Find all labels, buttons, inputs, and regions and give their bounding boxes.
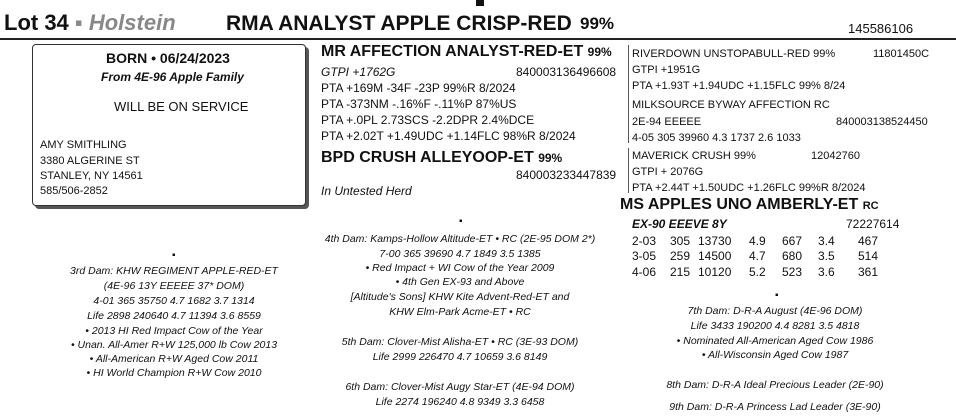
mgs-note: In Untested Herd	[321, 184, 412, 198]
eighth-dam: 8th Dam: D-R-A Ideal Precious Leader (2E-90)	[666, 379, 884, 391]
dam-sire-id: 12042760	[811, 150, 860, 162]
dam-sire-pta: PTA +2.44T +1.50UDC +1.26FLC 99%R 8/2024	[632, 182, 866, 194]
dam-classification: EX-90 EEEVE 8Y	[632, 217, 727, 231]
lactation-row	[632, 249, 892, 263]
animal-percent: 99%	[580, 14, 615, 33]
owner-name: AMY SMITHLING	[40, 139, 127, 151]
pedigree-line: • 4th Gen EX-93 and Above	[395, 276, 525, 288]
pedigree-line: 4th Dam: Kamps-Hollow Altitude-ET • RC (2E-95 DOM 2*)	[324, 233, 596, 245]
lot-header	[4, 10, 176, 36]
header-separator: ▪	[74, 10, 83, 35]
sire-dam-id: 840003138524450	[836, 116, 928, 128]
sire-pta-line: PTA +2.02T +1.49UDC +1.14FLC 98%R 8/2024	[321, 129, 576, 143]
sire-dam-class: 2E-94 EEEEE	[632, 116, 702, 128]
section-bullet: ▪	[459, 216, 463, 227]
bracket-line	[628, 98, 629, 143]
sire-id: 840003136496608	[516, 65, 617, 79]
pedigree-line: (4E-96 13Y EEEEE 37* DOM)	[103, 280, 245, 292]
lact-days: 305	[670, 234, 691, 248]
mgs-percent: 99%	[538, 151, 563, 165]
sire-sire-name: RIVERDOWN UNSTOPABULL-RED 99%	[632, 48, 836, 60]
lact-fat-pct: 4.7	[749, 249, 766, 263]
lact-fat: 680	[782, 249, 803, 263]
pedigree-line: Life 2898 240640 4.7 11394 3.6 8559	[87, 310, 261, 322]
third-dam-block	[42, 265, 306, 381]
owner-phone: 585/506-2852	[40, 185, 108, 197]
pedigree-line: 5th Dam: Clover-Mist Alisha-ET • RC (3E-93 DOM)	[341, 336, 579, 348]
pedigree-line: • Red Impact + WI Cow of the Year 2009	[365, 262, 555, 274]
owner-city: STANLEY, NY 14561	[40, 170, 143, 182]
dam-sire-gtpi: GTPI + 2076G	[632, 166, 704, 178]
pedigree-line: Life 2274 196240 4.8 9349 3.3 6458	[375, 396, 545, 408]
birth-date: BORN • 06/24/2023	[106, 50, 230, 66]
sire-name-text: MR AFFECTION ANALYST-RED-ET	[321, 43, 584, 60]
lact-age: 2-03	[632, 234, 657, 248]
pedigree-line: • Nominated All-American Aged Cow 1986	[676, 335, 874, 347]
dam-name-text: MS APPLES UNO AMBERLY-ET	[620, 196, 859, 213]
pedigree-line: 3rd Dam: KHW REGIMENT APPLE-RED-ET	[70, 265, 278, 277]
dam-registration: 72227614	[846, 217, 900, 231]
lact-milk: 14500	[698, 249, 732, 263]
animal-registration: 145586106	[848, 21, 914, 36]
bracket-line	[628, 45, 629, 105]
lact-age: 3-05	[632, 249, 657, 263]
sire-sire-id: 11801450C	[873, 48, 930, 60]
lot-number: Lot 34	[4, 10, 69, 35]
seventh-dam-block	[630, 305, 920, 363]
pedigree-line: 7th Dam: D-R-A August (4E-96 DOM)	[687, 305, 863, 317]
lact-prot-pct: 3.5	[818, 249, 835, 263]
sire-sire-pta: PTA +1.93T +1.94UDC +1.15FLC 99% 8/24	[632, 80, 846, 92]
pedigree-line: Life 2999 226470 4.7 10659 3.6 8149	[372, 351, 548, 363]
lact-prot: 361	[858, 265, 879, 279]
pedigree-line: • HI World Champion R+W Cow 2010	[86, 367, 262, 379]
section-bullet: ▪	[172, 250, 176, 261]
lact-fat: 667	[782, 234, 803, 248]
sire-pta-line: PTA +.0PL 2.73SCS -2.2DPR 2.4%DCE	[321, 113, 535, 127]
service-note: WILL BE ON SERVICE	[114, 99, 249, 114]
lact-fat: 523	[782, 265, 803, 279]
lact-prot-pct: 3.4	[818, 234, 835, 248]
lact-prot: 514	[858, 249, 879, 263]
ninth-dam: 9th Dam: D-R-A Princess Lad Leader (3E-90)	[669, 401, 881, 413]
lact-fat-pct: 5.2	[749, 265, 766, 279]
sire-name	[321, 43, 612, 61]
dam-sire-name: MAVERICK CRUSH 99%	[632, 150, 756, 162]
lact-days: 259	[670, 249, 691, 263]
section-bullet: ▪	[775, 290, 779, 301]
sire-pta-line: PTA +169M -34F -23P 99%R 8/2024	[321, 81, 516, 95]
pedigree-line: Life 3433 190200 4.4 8281 3.5 4818	[690, 320, 860, 332]
lact-prot-pct: 3.6	[818, 265, 835, 279]
sixth-dam-block	[310, 381, 610, 411]
lact-days: 215	[670, 265, 691, 279]
lact-milk: 13730	[698, 234, 732, 248]
lact-milk: 10120	[698, 265, 732, 279]
lactation-row	[632, 234, 892, 248]
sire-percent: 99%	[587, 45, 612, 59]
sire-sire-gtpi: GTPI +1951G	[632, 64, 701, 76]
family-note: From 4E-96 Apple Family	[101, 70, 244, 84]
animal-name: RMA ANALYST APPLE CRISP-RED	[226, 12, 572, 35]
pedigree-line: KHW Elm-Park Acme-ET • RC	[389, 306, 531, 318]
mgs-name	[321, 149, 562, 167]
lact-prot: 467	[858, 234, 879, 248]
pedigree-line: • 2013 HI Red Impact Cow of the Year	[85, 325, 263, 337]
lact-fat-pct: 4.9	[749, 234, 766, 248]
sire-dam-name: MILKSOURCE BYWAY AFFECTION RC	[632, 99, 830, 111]
lact-age: 4-06	[632, 265, 657, 279]
dam-rc: RC	[862, 200, 879, 212]
mgs-id: 840003233447839	[516, 168, 617, 182]
fourth-dam-block	[310, 233, 610, 321]
pedigree-line: • All-Wisconsin Aged Cow 1987	[701, 349, 849, 361]
bracket-line	[628, 148, 629, 193]
page-marker	[476, 0, 484, 6]
owner-street: 3380 ALGERINE ST	[40, 155, 140, 167]
sire-pta-line: PTA -373NM -.16%F -.11%P 87%US	[321, 97, 517, 111]
pedigree-line: [Altitude's Sons] KHW Kite Advent-Red-ET and	[350, 291, 570, 303]
pedigree-line: 6th Dam: Clover-Mist Augy Star-ET (4E-94 DOM)	[345, 381, 575, 393]
pedigree-line: 4-01 365 35750 4.7 1682 3.7 1314	[93, 295, 255, 307]
sire-dam-record: 4-05 305 39960 4.3 1737 2.6 1033	[632, 132, 801, 144]
pedigree-line: 7-00 365 39690 4.7 1849 3.5 1385	[379, 248, 541, 260]
pedigree-line: • Unan. All-Amer R+W 125,000 lb Cow 2013	[70, 339, 278, 351]
header-rule	[0, 38, 956, 40]
dam-name	[620, 196, 879, 214]
pedigree-line: • All-American R+W Aged Cow 2011	[89, 353, 259, 365]
sire-gtpi: GTPI +1762G	[321, 65, 396, 79]
lactation-row	[632, 265, 892, 279]
breed: Holstein	[88, 10, 176, 35]
fifth-dam-block	[310, 336, 610, 366]
mgs-name-text: BPD CRUSH ALLEYOOP-ET	[321, 149, 534, 166]
